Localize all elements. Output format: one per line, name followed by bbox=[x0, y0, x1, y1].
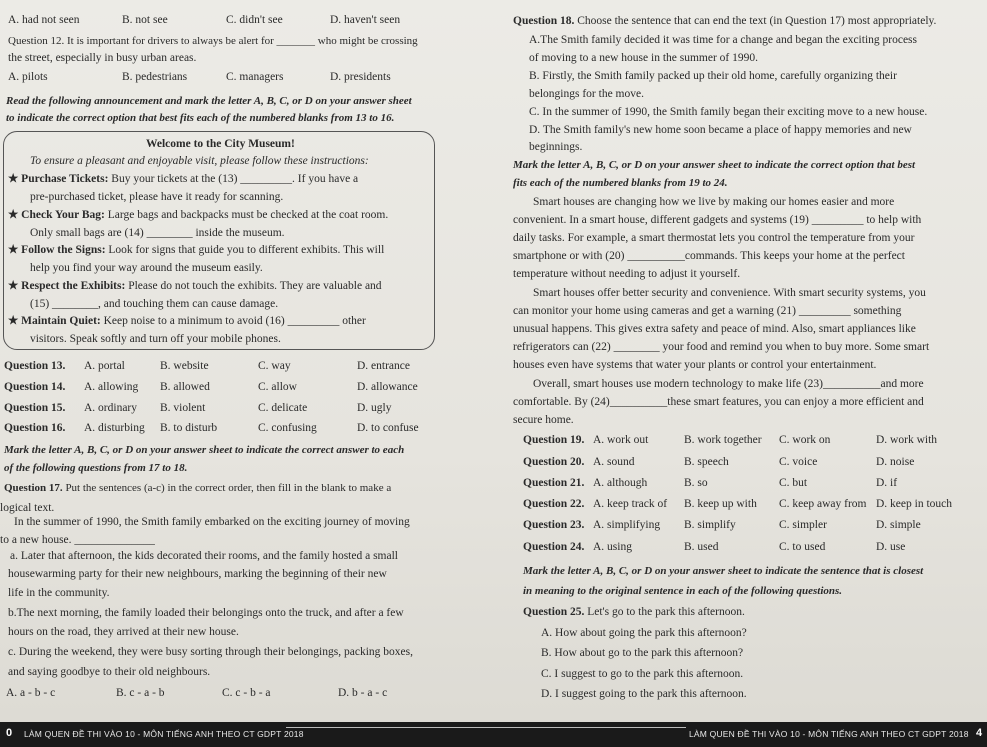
q23-option-d: D. simple bbox=[876, 519, 921, 531]
q24-option-c: C. to used bbox=[779, 541, 826, 553]
notice-line-10: visitors. Speak softly and turn off your mobile phones. bbox=[30, 333, 281, 345]
q16-label: Question 16. bbox=[4, 422, 66, 434]
passage-line-5: temperature without needing to adjust it yourself. bbox=[513, 268, 741, 280]
q19-option-b: B. work together bbox=[684, 434, 762, 446]
q12-option-a: A. pilots bbox=[8, 71, 48, 83]
passage-line-7: can monitor your home using cameras and get a warning (21) _________ something bbox=[513, 305, 902, 317]
q22-option-b: B. keep up with bbox=[684, 498, 757, 510]
q20-option-c: C. voice bbox=[779, 456, 818, 468]
notice-line-4: Only small bags are (14) ________ inside the museum. bbox=[30, 227, 285, 239]
footer-divider bbox=[286, 727, 686, 728]
q14-option-a: A. allowing bbox=[84, 381, 139, 393]
q23-label: Question 23. bbox=[523, 519, 585, 531]
q11-option-c: C. didn't see bbox=[226, 14, 283, 26]
q17-stem-4: to a new house. ______________ bbox=[0, 534, 155, 546]
q23-option-c: C. simpler bbox=[779, 519, 827, 531]
instruction-19-24-line2: fits each of the numbered blanks from 19 to 24. bbox=[513, 177, 728, 189]
instruction-19-24-line1: Mark the letter A, B, C, or D on your answer sheet to indicate the correct option that best bbox=[513, 159, 916, 171]
q11-option-a: A. had not seen bbox=[8, 14, 80, 26]
q12-stem-1: Question 12. It is important for drivers to always be alert for _______ who might be crossing bbox=[8, 35, 418, 47]
q18-option-d-2: beginnings. bbox=[529, 141, 583, 153]
instruction-13-16-line1: Read the following announcement and mark the letter A, B, C, or D on your answer sheet bbox=[6, 95, 412, 107]
passage-line-12: comfortable. By (24)__________these smart features, you can enjoy a more efficient and bbox=[513, 396, 924, 408]
q17-sentence-a-3: life in the community. bbox=[8, 587, 110, 599]
q20-label: Question 20. bbox=[523, 456, 585, 468]
q25-option-b: B. How about go to the park this afternoon? bbox=[541, 647, 744, 659]
q15-option-b: B. violent bbox=[160, 402, 206, 414]
notice-line-5: ★ Follow the Signs: Look for signs that guide you to different exhibits. This will bbox=[8, 244, 385, 256]
notice-line-2: pre-purchased ticket, please have it ready for scanning. bbox=[30, 191, 284, 203]
passage-line-10: houses even have systems that water your plants or control your entertainment. bbox=[513, 359, 877, 371]
q11-option-d: D. haven't seen bbox=[330, 14, 401, 26]
q12-option-b: B. pedestrians bbox=[122, 71, 188, 83]
q14-label: Question 14. bbox=[4, 381, 66, 393]
q12-option-c: C. managers bbox=[226, 71, 284, 83]
q24-option-b: B. used bbox=[684, 541, 719, 553]
q18-option-b-1: B. Firstly, the Smith family packed up their old home, carefully organizing their bbox=[529, 70, 897, 82]
q13-option-a: A. portal bbox=[84, 360, 125, 372]
q17-sentence-b-1: b.The next morning, the family loaded their belongings onto the truck, and after a few bbox=[8, 607, 404, 619]
passage-line-1: Smart houses are changing how we live by making our homes easier and more bbox=[533, 196, 895, 208]
q12-stem-2: the street, especially in busy urban areas. bbox=[8, 52, 197, 64]
left-page-number: 0 bbox=[6, 727, 13, 739]
q19-label: Question 19. bbox=[523, 434, 585, 446]
q17-sentence-a-1: a. Later that afternoon, the kids decorated their rooms, and the family hosted a small bbox=[10, 550, 398, 562]
q24-option-d: D. use bbox=[876, 541, 906, 553]
q18-option-d-1: D. The Smith family's new home soon became a place of happy memories and new bbox=[529, 124, 912, 136]
q22-label: Question 22. bbox=[523, 498, 585, 510]
q17-option-c: C. c - b - a bbox=[222, 687, 271, 699]
q22-option-d: D. keep in touch bbox=[876, 498, 953, 510]
q18-option-a-1: A.The Smith family decided it was time for a change and began the exciting process bbox=[529, 34, 918, 46]
q17-stem-1: Question 17. Put the sentences (a-c) in the correct order, then fill in the blank to make a bbox=[4, 482, 392, 494]
notice-title: Welcome to the City Museum! bbox=[146, 138, 295, 150]
q17-sentence-c-1: c. During the weekend, they were busy sorting through their belongings, packing boxes, bbox=[8, 646, 413, 658]
q21-option-d: D. if bbox=[876, 477, 898, 489]
q17-sentence-c-2: and saying goodbye to their old neighbours. bbox=[8, 666, 211, 678]
notice-line-7: ★ Respect the Exhibits: Please do not touch the exhibits. They are valuable and bbox=[8, 280, 382, 292]
instruction-13-16-line2: to indicate the correct option that best fits each of the numbered blanks from 13 to 16. bbox=[6, 112, 395, 124]
q18-option-c-1: C. In the summer of 1990, the Smith family began their exciting move to a new house. bbox=[529, 106, 928, 118]
q17-option-b: B. c - a - b bbox=[116, 687, 165, 699]
q17-option-d: D. b - a - c bbox=[338, 687, 388, 699]
q22-option-c: C. keep away from bbox=[779, 498, 867, 510]
q15-label: Question 15. bbox=[4, 402, 66, 414]
passage-line-3: daily tasks. For example, a smart thermostat lets you control the temperature from your bbox=[513, 232, 915, 244]
q15-option-a: A. ordinary bbox=[84, 402, 138, 414]
q15-option-d: D. ugly bbox=[357, 402, 392, 414]
q21-option-a: A. although bbox=[593, 477, 648, 489]
q17-option-a: A. a - b - c bbox=[6, 687, 56, 699]
passage-line-2: convenient. In a smart house, different gadgets and systems (19) _________ to help with bbox=[513, 214, 922, 226]
q25-stem: Question 25. Let's go to the park this afternoon. bbox=[523, 606, 745, 618]
q25-option-a: A. How about going the park this afternoon? bbox=[541, 627, 747, 639]
q13-option-c: C. way bbox=[258, 360, 291, 372]
passage-line-8: unusual happens. This gives extra safety and peace of mind. Also, smart appliances like bbox=[513, 323, 916, 335]
passage-line-11: Overall, smart houses use modern technology to make life (23)__________and more bbox=[533, 378, 924, 390]
q21-option-c: C. but bbox=[779, 477, 808, 489]
notice-line-6: help you find your way around the museum easily. bbox=[30, 262, 263, 274]
passage-line-9: refrigerators can (22) ________ your food and remind you when to buy more. Some smart bbox=[513, 341, 930, 353]
q14-option-d: D. allowance bbox=[357, 381, 418, 393]
q17-stem-2: logical text. bbox=[0, 502, 55, 514]
notice-line-1: ★ Purchase Tickets: Buy your tickets at the (13) _________. If you have a bbox=[8, 173, 359, 185]
q14-option-c: C. allow bbox=[258, 381, 297, 393]
q24-option-a: A. using bbox=[593, 541, 632, 553]
passage-line-6: Smart houses offer better security and convenience. With smart security systems, you bbox=[533, 287, 926, 299]
q19-option-a: A. work out bbox=[593, 434, 649, 446]
q23-option-b: B. simplify bbox=[684, 519, 736, 531]
q22-option-a: A. keep track of bbox=[593, 498, 668, 510]
left-footer-text: LÀM QUEN ĐỀ THI VÀO 10 - MÔN TIẾNG ANH THEO CT GDPT 2018 bbox=[24, 729, 304, 739]
passage-line-4: smartphone or with (20) __________commands. This keeps your home at the perfect bbox=[513, 250, 905, 262]
q24-label: Question 24. bbox=[523, 541, 585, 553]
q12-option-d: D. presidents bbox=[330, 71, 391, 83]
q20-option-b: B. speech bbox=[684, 456, 729, 468]
instruction-17-18-line2: of the following questions from 17 to 18. bbox=[4, 462, 188, 474]
q25-option-c: C. I suggest to go to the park this afternoon. bbox=[541, 668, 744, 680]
right-footer-text: LÀM QUEN ĐỀ THI VÀO 10 - MÔN TIẾNG ANH THEO CT GDPT 2018 bbox=[689, 729, 969, 739]
q13-option-b: B. website bbox=[160, 360, 209, 372]
page-footer bbox=[0, 722, 987, 747]
q19-option-c: C. work on bbox=[779, 434, 831, 446]
q21-option-b: B. so bbox=[684, 477, 708, 489]
notice-line-8: (15) ________, and touching them can cause damage. bbox=[30, 298, 279, 310]
q16-option-d: D. to confuse bbox=[357, 422, 419, 434]
notice-line-3: ★ Check Your Bag: Large bags and backpacks must be checked at the coat room. bbox=[8, 209, 389, 221]
instruction-25-line2: in meaning to the original sentence in each of the following questions. bbox=[523, 585, 843, 597]
q17-stem-3: In the summer of 1990, the Smith family embarked on the exciting journey of moving bbox=[14, 516, 410, 528]
q11-option-b: B. not see bbox=[122, 14, 168, 26]
q23-option-a: A. simplifying bbox=[593, 519, 661, 531]
q25-option-d: D. I suggest going to the park this afternoon. bbox=[541, 688, 747, 700]
right-page-number: 4 bbox=[976, 727, 983, 739]
q15-option-c: C. delicate bbox=[258, 402, 308, 414]
q20-option-d: D. noise bbox=[876, 456, 915, 468]
q14-option-b: B. allowed bbox=[160, 381, 210, 393]
q18-stem: Question 18. Choose the sentence that can end the text (in Question 17) most appropriately. bbox=[513, 15, 937, 27]
q18-option-a-2: of moving to a new house in the summer of 1990. bbox=[529, 52, 759, 64]
instruction-25-line1: Mark the letter A, B, C, or D on your answer sheet to indicate the sentence that is closest bbox=[523, 565, 924, 577]
q20-option-a: A. sound bbox=[593, 456, 635, 468]
q16-option-c: C. confusing bbox=[258, 422, 317, 434]
q17-sentence-b-2: hours on the road, they arrived at their new house. bbox=[8, 626, 239, 638]
q13-option-d: D. entrance bbox=[357, 360, 410, 372]
notice-intro: To ensure a pleasant and enjoyable visit, please follow these instructions: bbox=[30, 155, 369, 167]
q19-option-d: D. work with bbox=[876, 434, 938, 446]
notice-line-9: ★ Maintain Quiet: Keep noise to a minimum to avoid (16) _________ other bbox=[8, 315, 366, 327]
passage-line-13: secure home. bbox=[513, 414, 574, 426]
instruction-17-18-line1: Mark the letter A, B, C, or D on your answer sheet to indicate the correct answer to each bbox=[4, 444, 405, 456]
q17-sentence-a-2: housewarming party for their new neighbours, marking the beginning of their new bbox=[8, 568, 387, 580]
q16-option-a: A. disturbing bbox=[84, 422, 145, 434]
q21-label: Question 21. bbox=[523, 477, 585, 489]
q13-label: Question 13. bbox=[4, 360, 66, 372]
q18-option-b-2: belongings for the move. bbox=[529, 88, 644, 100]
q16-option-b: B. to disturb bbox=[160, 422, 218, 434]
